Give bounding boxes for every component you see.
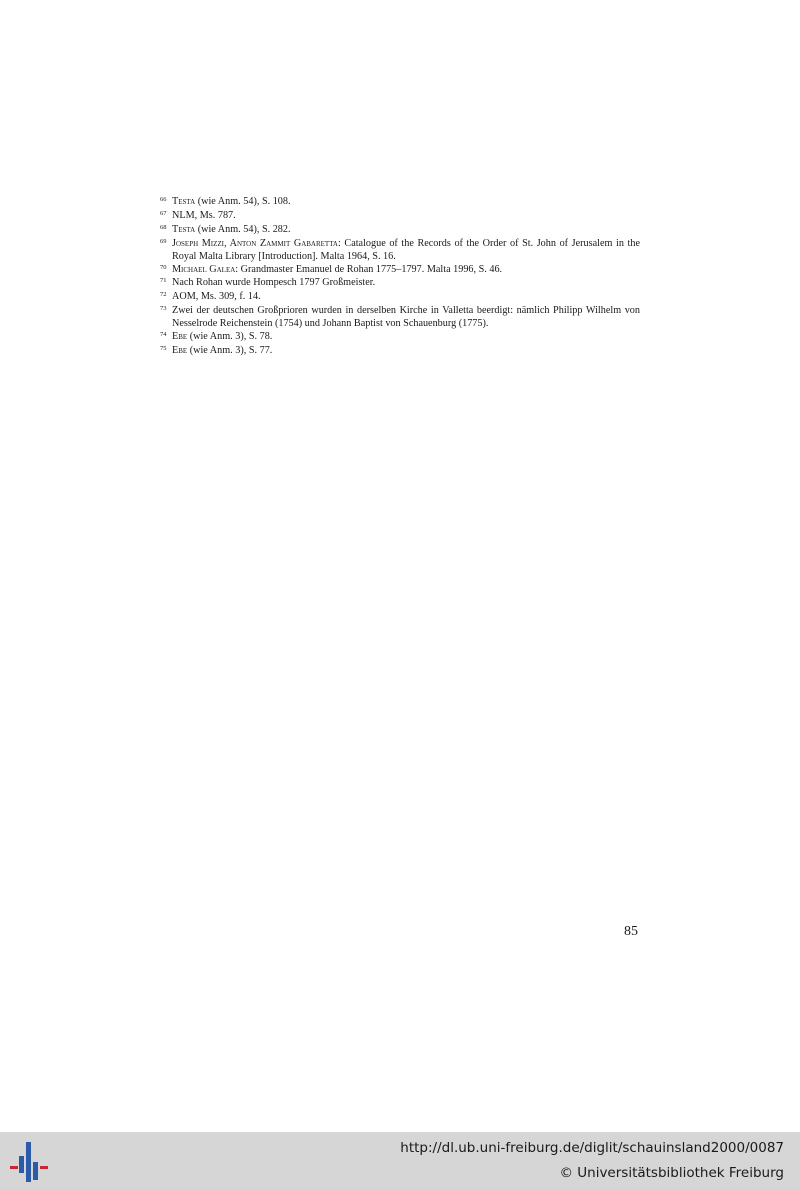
copyright-notice: © Universitätsbibliothek Freiburg: [559, 1165, 784, 1181]
footnote-number: 68: [160, 223, 167, 231]
footnote-number: 72: [160, 291, 167, 299]
footnote-author: Joseph Mizzi, Anton Zammit Gabaretta: [172, 237, 338, 249]
footnote-author: Ebe: [172, 331, 188, 343]
footnote-text: [172, 196, 640, 209]
footnote: [160, 331, 640, 345]
footnote-citation: : Catalogue of the Records of the Order of St. John of Jerusalem in the Royal Malta Library [Introduction]. Malta 1964, S. 16.: [172, 237, 640, 262]
footnote-number: 71: [160, 277, 167, 285]
footnote-citation: (wie Anm. 3), S. 77.: [187, 344, 273, 356]
footnote: [160, 210, 640, 224]
footnote-text: AOM, Ms. 309, f. 14.: [172, 291, 261, 303]
footnote: [160, 277, 640, 291]
footnote-author: Ebe: [172, 344, 188, 356]
footnotes: [160, 196, 640, 359]
footnote-number: 70: [160, 263, 167, 271]
footnote: [160, 196, 640, 210]
footnote-text: Zwei der deutschen Großprioren wurden in derselben Kirche in Valletta beerdigt: nämlich Philipp Wilhelm von Nesselrode Reichenstein (1754) und Johann Baptist von Schauenburg (1775).: [172, 305, 640, 330]
footnote-text: [172, 264, 640, 277]
footnote-number: 69: [160, 237, 167, 245]
footnote-number: 73: [160, 305, 167, 313]
footnote-citation: (wie Anm. 3), S. 78.: [187, 331, 273, 343]
footnote-citation: (wie Anm. 54), S. 282.: [195, 223, 291, 235]
permalink-url[interactable]: http://dl.ub.uni-freiburg.de/diglit/schauinsland2000/0087: [400, 1140, 784, 1156]
footnote-text: [172, 331, 640, 344]
footnote-text: [172, 224, 640, 237]
footnote-text: Nach Rohan wurde Hompesch 1797 Großmeister.: [172, 277, 376, 289]
footnote: [160, 264, 640, 278]
footnote: [160, 238, 640, 264]
footnote-number: 74: [160, 331, 167, 339]
footnote-number: 66: [160, 196, 167, 203]
footnote: [160, 224, 640, 238]
footnote-text: NLM, Ms. 787.: [172, 209, 236, 221]
footnote: [160, 291, 640, 305]
footer-bar: [0, 1132, 800, 1189]
footnote-author: Michael Galea: [172, 263, 236, 275]
footnote-number: 75: [160, 344, 167, 352]
footnote-citation: : Grandmaster Emanuel de Rohan 1775–1797. Malta 1996, S. 46.: [235, 263, 503, 275]
footnote-citation: (wie Anm. 54), S. 108.: [195, 196, 291, 207]
footnote-text: [172, 345, 640, 358]
footnote-author: Testa: [172, 196, 196, 207]
ub-freiburg-logo-icon: [10, 1142, 50, 1182]
footnote-number: 67: [160, 209, 167, 217]
footnote-text: [172, 238, 640, 264]
page-number: 85: [624, 924, 638, 939]
footnote: [160, 305, 640, 331]
footnote-author: Testa: [172, 223, 196, 235]
footnote: [160, 345, 640, 359]
